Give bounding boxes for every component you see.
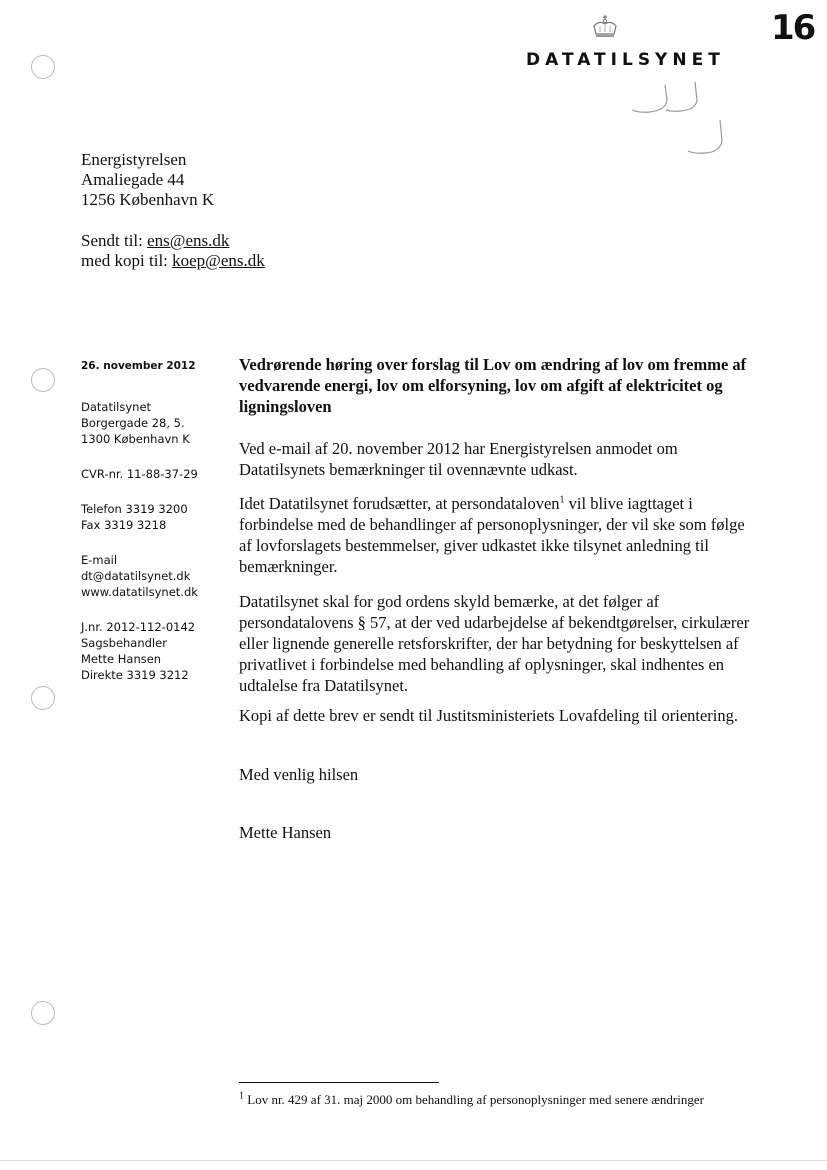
sent-to-email-link[interactable]: ens@ens.dk bbox=[147, 231, 230, 250]
punch-hole-3 bbox=[31, 686, 55, 710]
sender-street: Borgergade 28, 5. bbox=[81, 416, 185, 430]
journal-number: J.nr. 2012-112-0142 bbox=[81, 620, 196, 634]
case-handler-name: Mette Hansen bbox=[81, 652, 162, 666]
sender-city: 1300 København K bbox=[81, 432, 190, 446]
paragraph-4: Kopi af dette brev er sendt til Justitsministeriets Lovafdeling til orientering. bbox=[239, 706, 739, 725]
cc-label: med kopi til: bbox=[81, 251, 173, 270]
punch-hole-2 bbox=[31, 368, 55, 392]
paragraph-3: Datatilsynet skal for god ordens skyld bemærke, at det følger af persondatalovens § 57, at der ved udarbejdelse af bekendtgørelser, cirkulærer eller lignende generelle retsforskrifter, der har betydning for beskyttelsen af privatlivet i forbindelse med behandling af oplysninger, skal indhentes en udtalelse fra Datatilsynet. bbox=[239, 592, 750, 695]
recipient-address bbox=[81, 150, 214, 210]
sender-email: dt@datatilsynet.dk bbox=[81, 569, 191, 583]
case-block bbox=[81, 619, 195, 683]
sender-cvr: CVR-nr. 11-88-37-29 bbox=[81, 467, 198, 481]
recipient-name: Energistyrelsen bbox=[81, 150, 187, 169]
recipient-street: Amaliegade 44 bbox=[81, 170, 185, 189]
sender-address bbox=[81, 399, 190, 447]
brand-logo: DATATILSYNET bbox=[526, 50, 725, 70]
page-number: 16 bbox=[771, 8, 815, 48]
page-edge-line bbox=[0, 1160, 827, 1161]
handwritten-marks bbox=[620, 80, 740, 170]
paragraph-2-start: Idet Datatilsynet forudsætter, at persondataloven bbox=[239, 494, 560, 513]
sender-phone: Telefon 3319 3200 bbox=[81, 502, 188, 516]
footnote-mark: 1 bbox=[239, 1090, 244, 1102]
punch-hole-4 bbox=[31, 1001, 55, 1025]
sender-web: www.datatilsynet.dk bbox=[81, 585, 198, 599]
letter-date: 26. november 2012 bbox=[81, 360, 196, 372]
letter-subject: Vedrørende høring over forslag til Lov om ændring af lov om fremme af vedvarende energi, lov om elforsyning, lov om afgift af elektricitet og ligningsloven bbox=[239, 355, 747, 416]
sent-to-block bbox=[81, 231, 265, 271]
recipient-city: 1256 København K bbox=[81, 190, 215, 209]
direct-phone: Direkte 3319 3212 bbox=[81, 668, 189, 682]
sent-to-label: Sendt til: bbox=[81, 231, 148, 250]
footnote-ref: 1 bbox=[559, 494, 565, 506]
punch-hole-1 bbox=[31, 55, 55, 79]
sender-fax: Fax 3319 3218 bbox=[81, 518, 167, 532]
footnote bbox=[239, 1092, 704, 1108]
footnote-text: Lov nr. 429 af 31. maj 2000 om behandling af personoplysninger med senere ændringer bbox=[244, 1092, 704, 1107]
sender-email-label: E-mail bbox=[81, 553, 118, 567]
signature: Mette Hansen bbox=[239, 823, 332, 842]
paragraph-2 bbox=[239, 493, 761, 577]
closing: Med venlig hilsen bbox=[239, 765, 359, 784]
sender-contact-block bbox=[81, 552, 198, 600]
sender-phone-block bbox=[81, 501, 188, 533]
paragraph-2-end: vil blive iagttaget i forbindelse med de behandlinger af personoplysninger, der vil ske som følge af lovforslagets bestemmelser, giver udkastet ikke tilsynet anledning til bemærkninger. bbox=[239, 494, 745, 576]
case-handler-label: Sagsbehandler bbox=[81, 636, 167, 650]
sender-org: Datatilsynet bbox=[81, 400, 152, 414]
cc-email-link[interactable]: koep@ens.dk bbox=[172, 251, 265, 270]
footnote-divider bbox=[239, 1082, 439, 1083]
crown-icon bbox=[590, 14, 620, 40]
paragraph-1: Ved e-mail af 20. november 2012 har Energistyrelsen anmodet om Datatilsynets bemærkninger til ovennævnte udkast. bbox=[239, 439, 678, 479]
